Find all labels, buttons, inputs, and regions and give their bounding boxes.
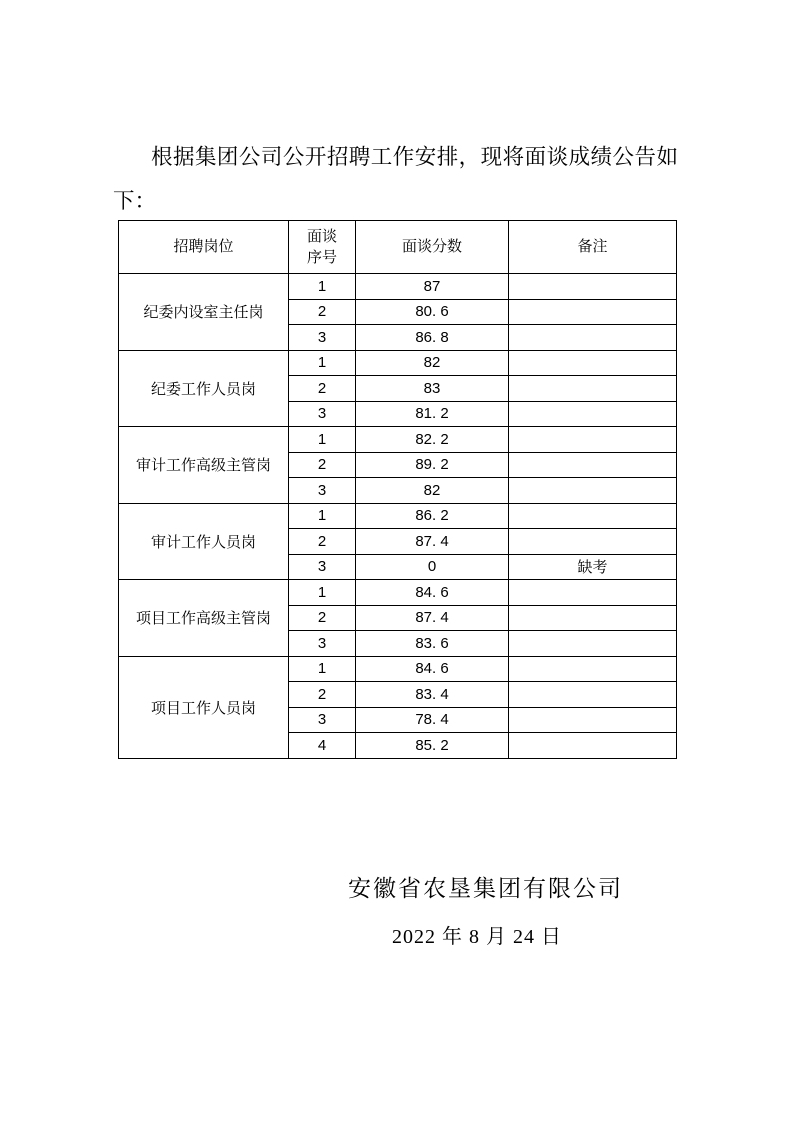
note-cell: [509, 427, 677, 453]
seq-cell: 3: [289, 325, 356, 351]
seq-cell: 1: [289, 656, 356, 682]
position-cell: 项目工作高级主管岗: [119, 580, 289, 657]
score-cell: 82. 2: [356, 427, 509, 453]
score-cell: 87: [356, 274, 509, 300]
seq-cell: 2: [289, 299, 356, 325]
note-cell: [509, 707, 677, 733]
note-cell: [509, 350, 677, 376]
header-cell-note: 备注: [509, 221, 677, 274]
note-cell: [509, 376, 677, 402]
seq-cell: 3: [289, 707, 356, 733]
note-cell: [509, 656, 677, 682]
header-seq-label: 面谈序号: [306, 228, 337, 266]
score-cell: 80. 6: [356, 299, 509, 325]
seq-cell: 1: [289, 274, 356, 300]
score-cell: 84. 6: [356, 656, 509, 682]
position-cell: 审计工作人员岗: [119, 503, 289, 580]
note-cell: [509, 605, 677, 631]
score-cell: 87. 4: [356, 605, 509, 631]
table-row: [119, 350, 677, 376]
header-cell-seq: [289, 221, 356, 274]
score-cell: 86. 2: [356, 503, 509, 529]
seq-cell: 3: [289, 401, 356, 427]
signature-company: 安徽省农垦集团有限公司: [348, 876, 623, 901]
position-cell: 项目工作人员岗: [119, 656, 289, 758]
score-cell: 82: [356, 478, 509, 504]
note-cell: [509, 580, 677, 606]
table-row: [119, 274, 677, 300]
header-cell-score: 面谈分数: [356, 221, 509, 274]
seq-cell: 1: [289, 580, 356, 606]
seq-cell: 2: [289, 376, 356, 402]
note-cell: [509, 452, 677, 478]
score-cell: 78. 4: [356, 707, 509, 733]
score-cell: 83. 6: [356, 631, 509, 657]
score-cell: 89. 2: [356, 452, 509, 478]
table-row: [119, 503, 677, 529]
scores-table: [118, 220, 677, 759]
note-cell: [509, 503, 677, 529]
note-cell: [509, 478, 677, 504]
score-cell: 0: [356, 554, 509, 580]
header-cell-position: 招聘岗位: [119, 221, 289, 274]
signature-date: 2022 年 8 月 24 日: [392, 926, 562, 948]
seq-cell: 3: [289, 478, 356, 504]
note-cell: [509, 299, 677, 325]
seq-cell: 1: [289, 503, 356, 529]
table-row: [119, 427, 677, 453]
note-cell: 缺考: [509, 554, 677, 580]
seq-cell: 4: [289, 733, 356, 759]
table-header-row: [119, 221, 677, 274]
score-cell: 84. 6: [356, 580, 509, 606]
seq-cell: 1: [289, 427, 356, 453]
seq-cell: 2: [289, 605, 356, 631]
seq-cell: 3: [289, 554, 356, 580]
seq-cell: 2: [289, 452, 356, 478]
note-cell: [509, 529, 677, 555]
seq-cell: 2: [289, 682, 356, 708]
seq-cell: 1: [289, 350, 356, 376]
table-row: [119, 656, 677, 682]
score-cell: 83. 4: [356, 682, 509, 708]
seq-cell: 2: [289, 529, 356, 555]
note-cell: [509, 733, 677, 759]
intro-paragraph: 根据集团公司公开招聘工作安排，现将面谈成绩公告如下：: [113, 145, 678, 213]
note-cell: [509, 274, 677, 300]
note-cell: [509, 325, 677, 351]
score-cell: 87. 4: [356, 529, 509, 555]
score-cell: 82: [356, 350, 509, 376]
note-cell: [509, 401, 677, 427]
score-cell: 86. 8: [356, 325, 509, 351]
note-cell: [509, 682, 677, 708]
score-cell: 85. 2: [356, 733, 509, 759]
position-cell: 纪委内设室主任岗: [119, 274, 289, 351]
position-cell: 审计工作高级主管岗: [119, 427, 289, 504]
note-cell: [509, 631, 677, 657]
table-row: [119, 580, 677, 606]
seq-cell: 3: [289, 631, 356, 657]
score-cell: 83: [356, 376, 509, 402]
position-cell: 纪委工作人员岗: [119, 350, 289, 427]
score-cell: 81. 2: [356, 401, 509, 427]
